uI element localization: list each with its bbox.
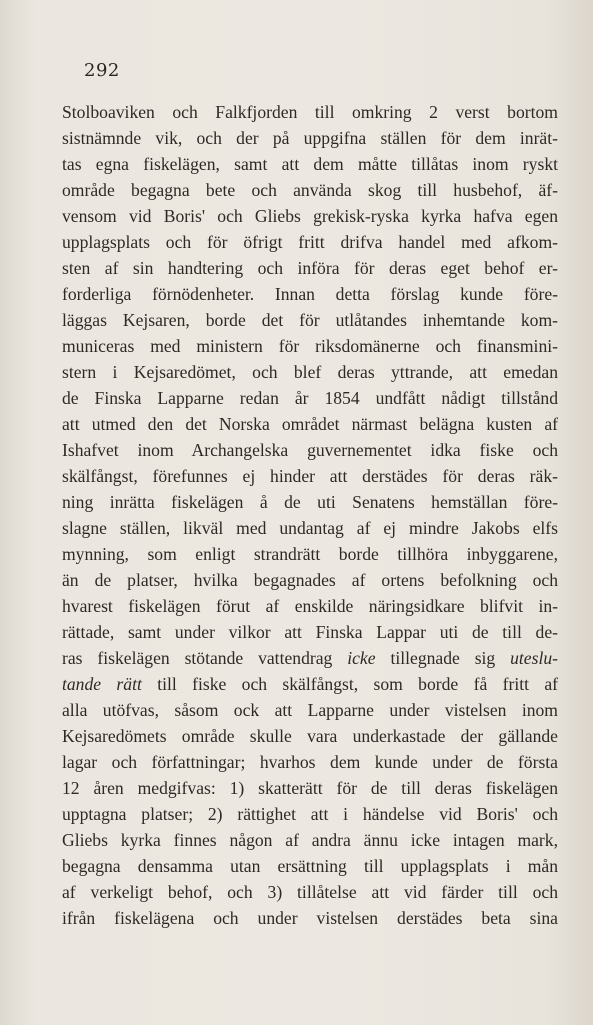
text-line: att utmed den det Norska området närmast belägna kusten af bbox=[62, 414, 558, 434]
text-line: de Finska Lapparne redan år 1854 undfått nådigt tillstånd bbox=[62, 388, 558, 408]
text-segment: ras fiskelägen stötande vattendrag bbox=[62, 648, 333, 668]
emphasis-text: uteslu- bbox=[510, 648, 558, 668]
emphasis-text: tande rätt bbox=[62, 674, 142, 694]
text-line: sten af sin handtering och införa för deras eget behof er- bbox=[62, 258, 558, 278]
text-line: mynning, som enligt strandrätt borde tillhöra inbyggarene, bbox=[62, 544, 558, 564]
text-line: hvarest fiskelägen förut af enskilde näringsidkare blifvit in- bbox=[62, 596, 558, 616]
text-line: rättade, samt under vilkor att Finska Lappar uti de till de- bbox=[62, 622, 558, 642]
body-text bbox=[62, 99, 558, 931]
text-line: alla utöfvas, såsom ock att Lapparne under vistelsen inom bbox=[62, 700, 558, 720]
text-line: läggas Kejsaren, borde det för utlåtandes inhemtande kom- bbox=[62, 310, 558, 330]
text-line: municeras med ministern för riksdomänerne och finansmini- bbox=[62, 336, 558, 356]
text-line: stern i Kejsaredömet, och blef deras yttrande, att emedan bbox=[62, 362, 558, 382]
text-line: lagar och författningar; hvarhos dem kunde under de första bbox=[62, 752, 558, 772]
text-line-mixed bbox=[62, 671, 558, 697]
text-line: område begagna bete och använda skog till husbehof, äf- bbox=[62, 180, 558, 200]
text-line: upptagna platser; 2) rättighet att i händelse vid Boris' och bbox=[62, 804, 558, 824]
text-line: 12 åren medgifvas: 1) skatterätt för de till deras fiskelägen bbox=[62, 778, 558, 798]
text-segment: till fiske och skälfångst, som borde få fritt af bbox=[157, 674, 558, 694]
text-line: Gliebs kyrka finnes någon af andra ännu icke intagen mark, bbox=[62, 830, 558, 850]
emphasis-text: icke bbox=[347, 648, 376, 668]
text-line: tas egna fiskelägen, samt att dem måtte tillåtas inom ryskt bbox=[62, 154, 558, 174]
text-line: skälfångst, förefunnes ej hinder att derstädes för deras räk- bbox=[62, 466, 558, 486]
text-line: än de platser, hvilka begagnades af ortens befolkning och bbox=[62, 570, 558, 590]
text-line: sistnämnde vik, och der på uppgifna ställen för dem inrät- bbox=[62, 128, 558, 148]
text-line: slagne ställen, likväl med undantag af ej mindre Jakobs elfs bbox=[62, 518, 558, 538]
text-line: ifrån fiskelägena och under vistelsen derstädes beta sina bbox=[62, 908, 558, 928]
text-line: af verkeligt behof, och 3) tillåtelse att vid färder till och bbox=[62, 882, 558, 902]
text-line-mixed bbox=[62, 645, 558, 671]
text-line: ning inrätta fiskelägen å de uti Senatens hemställan före- bbox=[62, 492, 558, 512]
text-line: vensom vid Boris' och Gliebs grekisk-ryska kyrka hafva egen bbox=[62, 206, 558, 226]
text-line: Stolboaviken och Falkfjorden till omkring 2 verst bortom bbox=[62, 102, 558, 122]
text-line: forderliga förnödenheter. Innan detta förslag kunde före- bbox=[62, 284, 558, 304]
text-line: upplagsplats och för öfrigt fritt drifva handel med afkom- bbox=[62, 232, 558, 252]
page-number: 292 bbox=[84, 60, 120, 81]
text-line: Ishafvet inom Archangelska guvernementet idka fiske och bbox=[62, 440, 558, 460]
text-segment: tillegnade sig bbox=[390, 648, 496, 668]
text-line: begagna densamma utan ersättning till upplagsplats i mån bbox=[62, 856, 558, 876]
text-line: Kejsaredömets område skulle vara underkastade der gällande bbox=[62, 726, 558, 746]
